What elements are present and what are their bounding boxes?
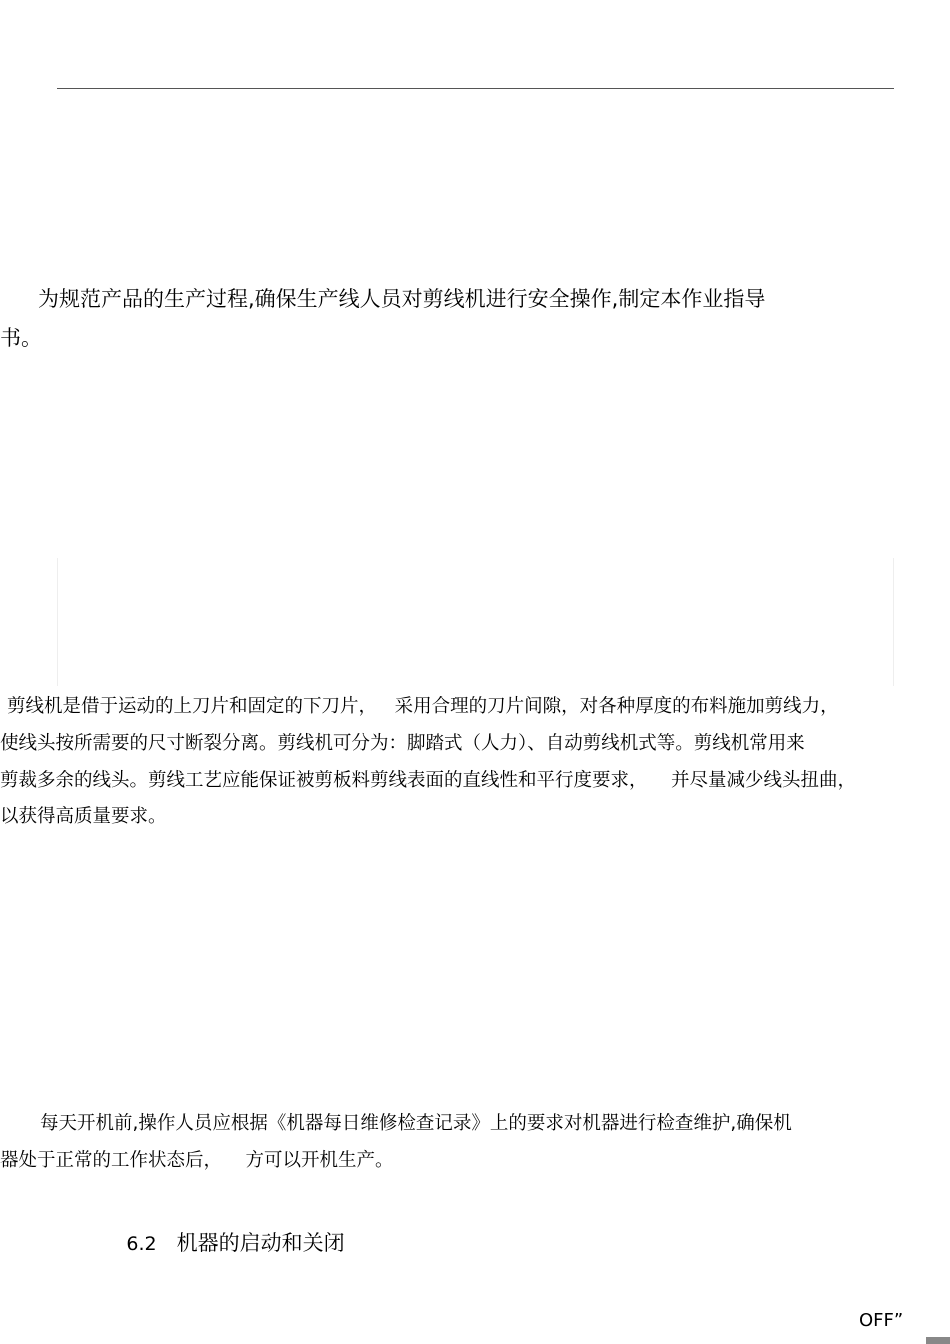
footer-fragment: OFF” [859, 1310, 904, 1331]
inspection-line-2: 器处于正常的工作状态后， 方可以开机生产。 [0, 1150, 394, 1171]
inspection-line-1: 每天开机前,操作人员应根据《机器每日维修检查记录》上的要求对机器进行检查维护,确保机 [40, 1113, 792, 1134]
page-corner-mark [926, 1337, 950, 1344]
description-line-2: 使线头按所需要的尺寸断裂分离。剪线机可分为：脚踏式（人力）、自动剪线机式等。剪线机常用来 [0, 733, 805, 754]
description-line-3: 剪裁多余的线头。剪线工艺应能保证被剪板料剪线表面的直线性和平行度要求， 并尽量减少线头扭曲， [0, 770, 857, 791]
section-heading [113, 1212, 345, 1254]
frame-right-edge [893, 558, 894, 686]
description-line-1: 剪线机是借于运动的上刀片和固定的下刀片， 采用合理的刀片间隙，对各种厚度的布料施加剪线力， [7, 696, 839, 717]
section-number: 6.2 [126, 1233, 157, 1255]
frame-left-edge [57, 558, 58, 686]
section-title: 机器的启动和关闭 [176, 1231, 345, 1255]
purpose-line-1: 为规范产品的生产过程,确保生产线人员对剪线机进行安全操作,制定本作业指导 [38, 287, 766, 311]
purpose-line-2: 书。 [0, 326, 42, 350]
header-rule [57, 88, 894, 89]
description-line-4: 以获得高质量要求。 [0, 806, 167, 827]
